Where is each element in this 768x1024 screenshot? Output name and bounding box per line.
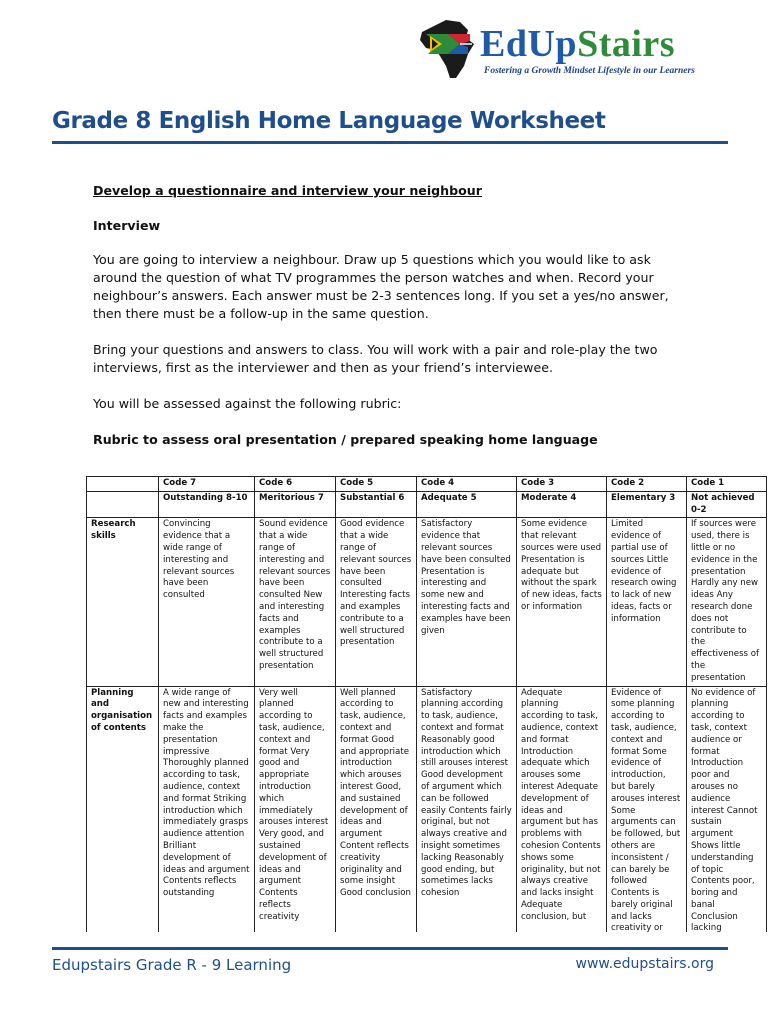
rubric-cell: No evidence of planning according to task, context audience or format Introduction poor and arouses no audience interest Cannot sustain argument Shows little understanding of topic Contents poor, boring and banal Conclusion lacking (687, 686, 767, 932)
instructions-paragraph-1: You are going to interview a neighbour. Draw up 5 questions which you would like to ask around the question of what TV programmes the person watches and when. Record your neighbour’s answers. Each answer must be 2-3 sentences long. If you set a yes/no answer, then there must be a follow-up in the same question. (93, 252, 669, 321)
rubric-table (86, 476, 767, 932)
logo-wordmark-part2: Stairs (577, 23, 676, 65)
rubric-criterion-cell: Planning and organisation of contents (87, 686, 159, 932)
rubric-code-cell: Code 6 (255, 477, 336, 492)
rubric-cell: Some evidence that relevant sources were used Presentation is adequate but without the spark of new ideas, facts or information (517, 518, 607, 686)
subheading-interview: Interview (93, 218, 161, 233)
rubric-table-viewport (0, 476, 768, 932)
rubric-cell: Satisfactory planning according to task, audience, context and format Reasonably good introduction which still arouses interest Good development of argument which can be followed easily Contents fairly original, but not always creative and insight sometimes lacking Reasonably good ending, but sometimes lacks cohesion (417, 686, 517, 932)
rubric-row-research-skills (87, 518, 767, 686)
rubric-code-cell: Code 5 (336, 477, 417, 492)
rubric-cell: A wide range of new and interesting facts and examples make the presentation impressive Thoroughly planned according to task, audience, context and format Striking introduction which immediately grasps audience attention Brilliant development of ideas and argument Contents reflects outstanding (159, 686, 255, 932)
rubric-level-cell: Moderate 4 (517, 491, 607, 518)
instructions-paragraph-2: Bring your questions and answers to class. You will work with a pair and role-play the two interviews, first as the interviewer and then as your friend’s interviewee. (93, 342, 658, 375)
rubric-code-cell: Code 3 (517, 477, 607, 492)
rubric-code-cell: Code 4 (417, 477, 517, 492)
rubric-cell: Adequate planning according to task, audience, context and format Introduction adequate which arouses some interest Adequate development of ideas and argument but has problems with cohesion Contents shows some originality, but not always creative and lacks insight Adequate conclusion, but (517, 686, 607, 932)
logo-tagline: Fostering a Growth Mindset Lifestyle in our Learners (484, 66, 695, 76)
rubric-cell: Good evidence that a wide range of relevant sources have been consulted Interesting facts and examples contribute to a well structured presentation (336, 518, 417, 686)
edupstairs-logo (416, 14, 736, 84)
rubric-cell: Sound evidence that a wide range of interesting and relevant sources have been consulted New and interesting facts and examples contribute to a well structured presentation (255, 518, 336, 686)
footer-divider (52, 947, 728, 950)
rubric-cell: Evidence of some planning according to task, audience, context and format Some evidence of introduction, but barely arouses interest Some arguments can be followed, but others are inconsistent / can barely be followed Contents is barely original and lacks creativity or (607, 686, 687, 932)
rubric-cell: Satisfactory evidence that relevant sources have been consulted Presentation is interesting and some new and interesting facts and examples have been given (417, 518, 517, 686)
rubric-code-cell: Code 7 (159, 477, 255, 492)
logo-wordmark (480, 24, 675, 64)
rubric-level-cell: Outstanding 8-10 (159, 491, 255, 518)
rubric-level-cell: Elementary 3 (607, 491, 687, 518)
rubric-row-planning (87, 686, 767, 932)
rubric-criterion-cell: Research skills (87, 518, 159, 686)
footer-website-link[interactable]: www.edupstairs.org (575, 956, 714, 972)
logo-wordmark-part1: EdUp (480, 23, 578, 65)
rubric-code-cell (87, 477, 159, 492)
africa-flag-map-icon (416, 14, 486, 84)
page-title: Grade 8 English Home Language Worksheet (52, 108, 606, 134)
rubric-level-cell: Substantial 6 (336, 491, 417, 518)
rubric-cell: Well planned according to task, audience, context and format Good and appropriate introduction which arouses interest Good, and sustained development of ideas and argument Content reflects creativity originality and some insight Good conclusion (336, 686, 417, 932)
rubric-cell: Very well planned according to task, audience, context and format Very good and appropriate introduction which immediately arouses interest Very good, and sustained development of ideas and argument Contents reflects creativity (255, 686, 336, 932)
rubric-level-cell: Adequate 5 (417, 491, 517, 518)
section-heading: Develop a questionnaire and interview your neighbour (93, 183, 482, 198)
rubric-code-cell: Code 1 (687, 477, 767, 492)
rubric-cell: Convincing evidence that a wide range of interesting and relevant sources have been consulted (159, 518, 255, 686)
rubric-heading: Rubric to assess oral presentation / prepared speaking home language (93, 432, 598, 447)
rubric-code-cell: Code 2 (607, 477, 687, 492)
rubric-cell: Limited evidence of partial use of sources Little evidence of research owing to lack of new ideas, facts or information (607, 518, 687, 686)
rubric-level-cell: Meritorious 7 (255, 491, 336, 518)
rubric-level-row (87, 491, 767, 518)
footer-brand-text: Edupstairs Grade R - 9 Learning (52, 956, 292, 974)
rubric-code-row (87, 477, 767, 492)
rubric-level-cell (87, 491, 159, 518)
instructions-paragraph-3: You will be assessed against the following rubric: (93, 396, 402, 411)
rubric-level-cell: Not achieved 0-2 (687, 491, 767, 518)
rubric-cell: If sources were used, there is little or no evidence in the presentation Hardly any new ideas Any research done does not contribute to the effectiveness of the presentation (687, 518, 767, 686)
title-divider (52, 141, 728, 144)
